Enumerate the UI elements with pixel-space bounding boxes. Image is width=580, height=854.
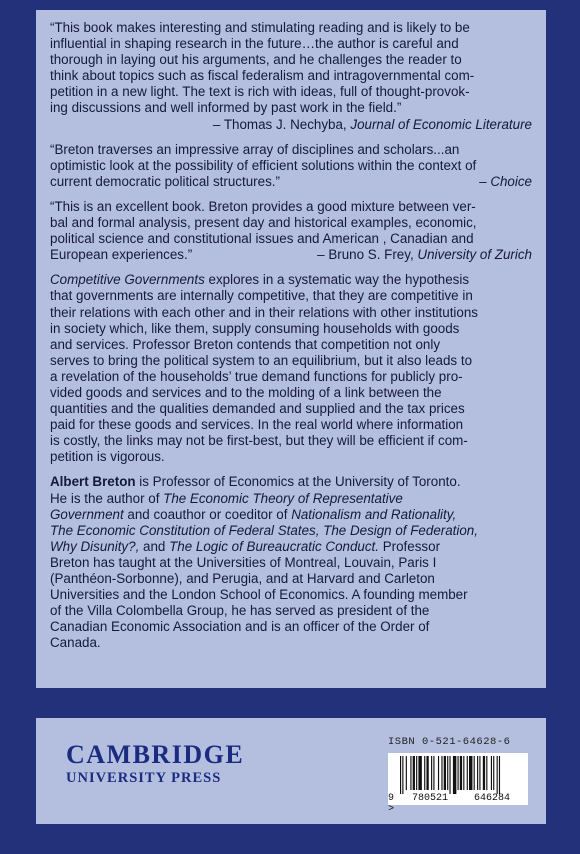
review-frey: [50, 199, 532, 263]
barcode-bar: [474, 756, 475, 790]
bio-line: Universities and the London School of Economics. A founding member: [50, 587, 468, 603]
description-text: explores in a systematic way the hypothesis: [204, 272, 470, 288]
barcode-bar: [491, 756, 492, 790]
author-bio: [50, 474, 532, 651]
review-line: political science and constitutional issues and American , Canadian and: [50, 231, 474, 247]
review-line: ing discussions and well informed by past work in the field.”: [50, 100, 402, 116]
barcode-bar: [460, 756, 462, 790]
review-choice: [50, 142, 532, 190]
barcode-bar: [467, 756, 468, 790]
description-line: paid for these goods and services. In the real world where information: [50, 417, 464, 433]
book-title: Competitive Governments: [50, 272, 205, 288]
review-attribution: [479, 174, 532, 190]
review-author: –: [479, 173, 491, 189]
review-source: Choice: [490, 173, 532, 189]
barcode-bar: [497, 756, 498, 794]
review-line: thorough in laying out his arguments, and he challenges the reader to: [50, 52, 462, 68]
bio-text: and coauthor or coeditor of: [123, 506, 292, 522]
bio-book-title: The Economic Constitution of Federal States, The Design of Federation,: [50, 522, 478, 538]
barcode-bar: [424, 756, 425, 790]
review-line: European experiences.”: [50, 247, 193, 263]
author-name: Albert Breton: [50, 474, 136, 490]
barcode-bar: [418, 756, 421, 790]
barcode: [388, 753, 528, 815]
book-description: [50, 272, 532, 465]
review-line: “Breton traverses an impressive array of disciplines and scholars...an: [50, 141, 460, 157]
barcode-bar: [402, 756, 403, 794]
barcode-bar: [479, 756, 480, 790]
description-line: in society which, like them, supply consuming households with goods: [50, 320, 460, 336]
review-attribution: [317, 247, 532, 263]
text-panel: [36, 10, 546, 688]
barcode-bar: [453, 756, 456, 794]
review-source: Journal of Economic Literature: [350, 116, 532, 132]
barcode-bar: [426, 756, 428, 790]
bio-book-title: Why Disunity?,: [50, 538, 140, 554]
review-line: influential in shaping research in the future…the author is careful and: [50, 36, 459, 52]
review-line: bal and formal analysis, present day and historical examples, economic,: [50, 215, 477, 231]
description-line: and services. Professor Breton contends that competition not only: [50, 336, 441, 352]
review-line: petition in a new light. The text is rich with ideas, full of thought-provok-: [50, 84, 470, 100]
barcode-trail: >: [388, 804, 395, 815]
review-attribution: [50, 117, 532, 133]
bio-line: Canadian Economic Association and is an officer of the Order of: [50, 619, 430, 635]
barcode-bar: [449, 756, 450, 794]
bio-text: Professor: [379, 538, 441, 554]
bio-line: [50, 474, 532, 490]
barcode-bar: [413, 756, 415, 790]
description-line: is costly, the links may not be first-best, but they will be efficient if com-: [50, 433, 468, 449]
bio-line: Breton has taught at the Universities of Montreal, Louvain, Paris I: [50, 554, 437, 570]
review-line: “This is an excellent book. Breton provides a good mixture between ver-: [50, 198, 476, 214]
barcode-bar: [431, 756, 432, 790]
description-line: serves to bring the political system to an equilibrium, but it also leads to: [50, 352, 473, 368]
publisher-subname: UNIVERSITY PRESS: [66, 770, 222, 786]
barcode-bars: [392, 756, 522, 794]
bio-line: (Panthéon-Sorbonne), and Perugia, and at Harvard and Carleton: [50, 571, 435, 586]
bio-book-title: Nationalism and Rationality,: [291, 506, 457, 522]
barcode-bar: [433, 756, 434, 790]
bio-line: [50, 507, 532, 523]
barcode-bar: [477, 756, 478, 790]
barcode-bar: [416, 756, 417, 790]
bio-text: is Professor of Economics at the University of Toronto.: [135, 474, 461, 490]
review-last-line: [50, 174, 532, 190]
barcode-bar: [483, 756, 485, 790]
review-last-line: [50, 247, 532, 263]
description-line: petition is vigorous.: [50, 449, 165, 465]
publisher-footer: [36, 718, 546, 824]
barcode-bar: [438, 756, 439, 790]
barcode-bar: [410, 756, 411, 790]
review-author: – Thomas J. Nechyba,: [212, 116, 351, 132]
publisher-name: CAMBRIDGE: [66, 740, 245, 769]
description-line: a revelation of the households’ true demand functions for publicly pro-: [50, 368, 463, 384]
description-line: that governments are internally competitive, that they are competitive in: [50, 288, 473, 304]
barcode-bar: [444, 756, 446, 790]
bio-line: [50, 523, 532, 539]
bio-text: and: [139, 538, 170, 554]
bio-book-title: Government: [50, 506, 124, 522]
barcode-digits-right: 646284: [474, 793, 511, 804]
barcode-digits-left: 780521: [412, 793, 449, 804]
barcode-bar: [486, 756, 487, 790]
review-nechyba: [50, 20, 532, 133]
description-line: vided goods and services and to the molding of a link between the: [50, 384, 442, 400]
review-author: – Bruno S. Frey,: [317, 247, 418, 263]
bio-line: [50, 539, 532, 555]
bio-book-title: The Logic of Bureaucratic Conduct.: [169, 538, 379, 554]
review-source: University of Zurich: [417, 247, 532, 263]
barcode-bar: [493, 756, 494, 790]
barcode-bar: [469, 756, 472, 790]
isbn-label: ISBN 0-521-64628-6: [388, 736, 511, 748]
barcode-bar: [406, 756, 407, 790]
barcode-digits: [388, 793, 528, 815]
barcode-bar: [499, 756, 500, 794]
barcode-bar: [463, 756, 464, 790]
review-line: think about topics such as fiscal federalism and intragovernmental com-: [50, 68, 475, 84]
barcode-bar: [441, 756, 442, 790]
bio-line: of the Villa Colombella Group, he has served as president of the: [50, 603, 430, 619]
barcode-digit-lead: 9: [388, 793, 395, 804]
bio-book-title: The Economic Theory of Representative: [163, 490, 403, 506]
review-line: optimistic look at the possibility of efficient solutions within the context of: [50, 157, 477, 173]
bio-text: He is the author of: [50, 490, 164, 506]
description-line: quantities and the qualities demanded and supplied and the tax prices: [50, 401, 465, 417]
description-line: their relations with each other and in their relations with other institutions: [50, 304, 478, 320]
barcode-bar: [447, 756, 448, 790]
bio-line: [50, 491, 532, 507]
barcode-block: [388, 736, 538, 815]
barcode-bar: [458, 756, 459, 790]
description-first-line: [50, 272, 532, 288]
publisher-logo: [66, 742, 244, 787]
review-line: current democratic political structures.”: [50, 173, 280, 189]
review-line: “This book makes interesting and stimulating reading and is likely to be: [50, 20, 470, 35]
bio-line: Canada.: [50, 635, 101, 651]
barcode-bar: [400, 756, 401, 794]
